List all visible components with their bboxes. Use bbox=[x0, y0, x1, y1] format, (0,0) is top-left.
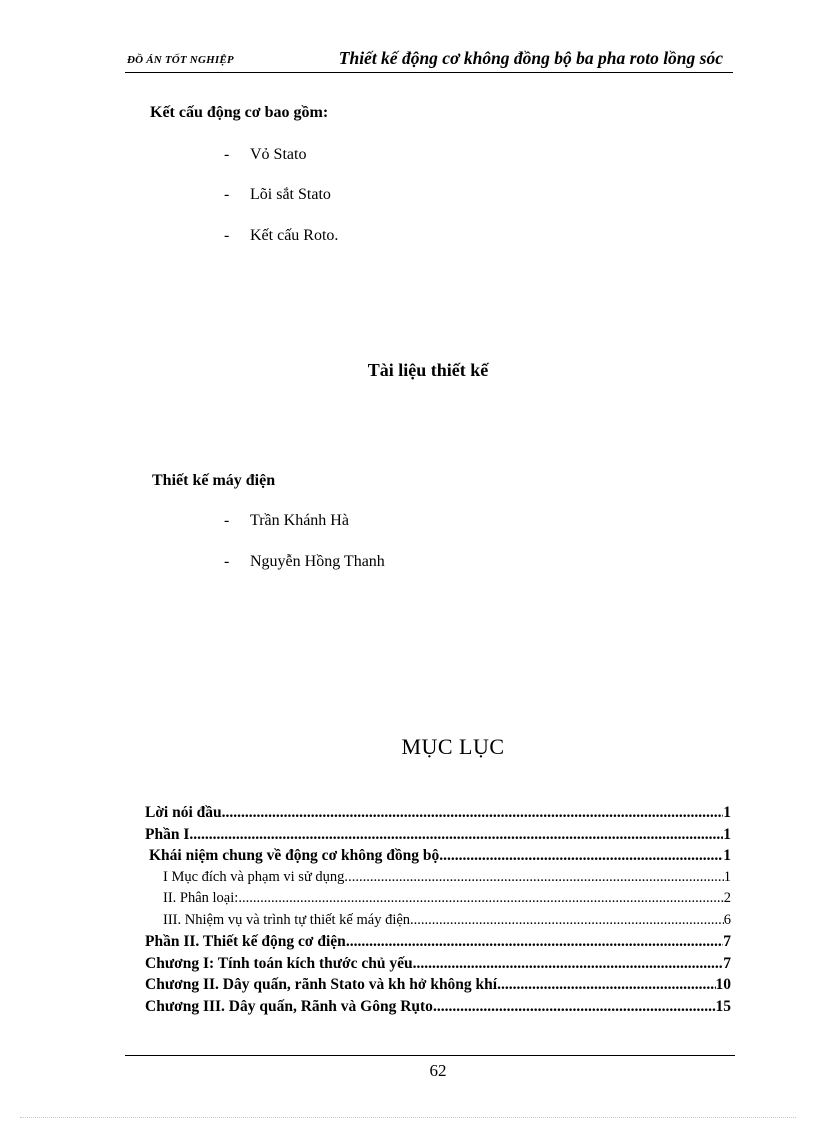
page-header bbox=[125, 46, 733, 73]
toc-leader-dots bbox=[238, 890, 723, 907]
toc-leader-dots bbox=[346, 933, 723, 951]
table-of-contents bbox=[145, 804, 731, 1019]
bullet-dash: - bbox=[224, 186, 230, 203]
toc-entry-page: 1 bbox=[723, 868, 731, 885]
structure-item-label: Vỏ Stato bbox=[250, 146, 307, 163]
toc-entry[interactable] bbox=[145, 976, 731, 998]
toc-entry[interactable] bbox=[145, 890, 731, 912]
toc-entry[interactable] bbox=[145, 912, 731, 934]
toc-entry-page: 6 bbox=[723, 911, 731, 928]
toc-leader-dots bbox=[414, 912, 724, 929]
toc-entry-text: I Mục đích và phạm vi sử dụng. bbox=[163, 868, 349, 885]
toc-entry-text: Lời nói đầu bbox=[145, 804, 222, 821]
footer-divider bbox=[125, 1055, 735, 1056]
toc-entry-text: Chương III. Dây quấn, Rãnh và Gông Rụto bbox=[145, 997, 433, 1015]
toc-entry-text: II. Phân loại: bbox=[163, 890, 239, 906]
toc-leader-dots bbox=[222, 804, 724, 822]
toc-leader-dots bbox=[348, 869, 724, 886]
page-edge-divider bbox=[20, 1117, 796, 1118]
toc-entry-page: 7 bbox=[723, 933, 731, 950]
toc-entry-page: 10 bbox=[715, 976, 731, 993]
toc-entry-page: 7 bbox=[723, 954, 731, 972]
toc-leader-dots bbox=[497, 976, 715, 994]
references-title: Tài liệu thiết kế bbox=[367, 360, 489, 380]
structure-item bbox=[224, 186, 331, 204]
structure-item-label: Lõi sắt Stato bbox=[250, 186, 331, 203]
reference-author bbox=[224, 553, 385, 571]
toc-entry-page: 1 bbox=[723, 847, 731, 864]
toc-entry[interactable] bbox=[145, 869, 731, 891]
toc-entry[interactable] bbox=[145, 826, 731, 848]
toc-title: MỤC LỤC bbox=[401, 734, 505, 759]
bullet-dash: - bbox=[224, 146, 230, 163]
toc-entry[interactable] bbox=[145, 955, 731, 977]
toc-entry[interactable] bbox=[145, 933, 731, 955]
toc-entry-page: 2 bbox=[723, 890, 731, 906]
structure-item-label: Kết cấu Roto. bbox=[250, 227, 339, 244]
toc-entry-text: Khái niệm chung về động cơ không đồng bộ. bbox=[149, 847, 444, 864]
reference-author-name: Trần Khánh Hà bbox=[250, 512, 349, 529]
bullet-dash: - bbox=[224, 553, 230, 570]
toc-entry[interactable] bbox=[145, 847, 731, 869]
toc-leader-dots bbox=[443, 847, 723, 865]
reference-author bbox=[224, 512, 349, 530]
structure-heading: Kết cấu động cơ bao gồm: bbox=[150, 104, 329, 121]
toc-leader-dots bbox=[433, 998, 716, 1016]
toc-entry[interactable] bbox=[145, 804, 731, 826]
reference-book-title: Thiết kế máy điện bbox=[152, 472, 276, 489]
toc-entry[interactable] bbox=[145, 998, 731, 1020]
toc-entry-text: Phần I. bbox=[145, 825, 194, 843]
toc-leader-dots bbox=[417, 955, 724, 973]
reference-author-name: Nguyễn Hồng Thanh bbox=[250, 553, 385, 570]
toc-entry-page: 1 bbox=[723, 804, 731, 821]
toc-entry-page: 1 bbox=[723, 825, 731, 843]
structure-item bbox=[224, 146, 306, 164]
bullet-dash: - bbox=[224, 227, 230, 244]
toc-entry-page: 15 bbox=[715, 997, 731, 1015]
toc-entry-text: Chương II. Dây quấn, rãnh Stato và kh hở không khí bbox=[145, 976, 498, 993]
toc-entry-text: Chương I: Tính toán kích thước chủ yếu. bbox=[145, 954, 417, 972]
header-left-text: ĐỒ ÁN TỐT NGHIỆP bbox=[127, 54, 234, 66]
toc-entry-text: Phần II. Thiết kế động cơ điện bbox=[145, 933, 346, 950]
toc-entry-text: III. Nhiệm vụ và trình tự thiết kế máy điện. bbox=[163, 911, 414, 928]
page-number: 62 bbox=[429, 1061, 447, 1080]
header-right-title: Thiết kế động cơ không đồng bộ ba pha roto lồng sóc bbox=[338, 48, 723, 68]
bullet-dash: - bbox=[224, 512, 230, 529]
structure-item bbox=[224, 227, 338, 245]
toc-leader-dots bbox=[193, 826, 723, 844]
